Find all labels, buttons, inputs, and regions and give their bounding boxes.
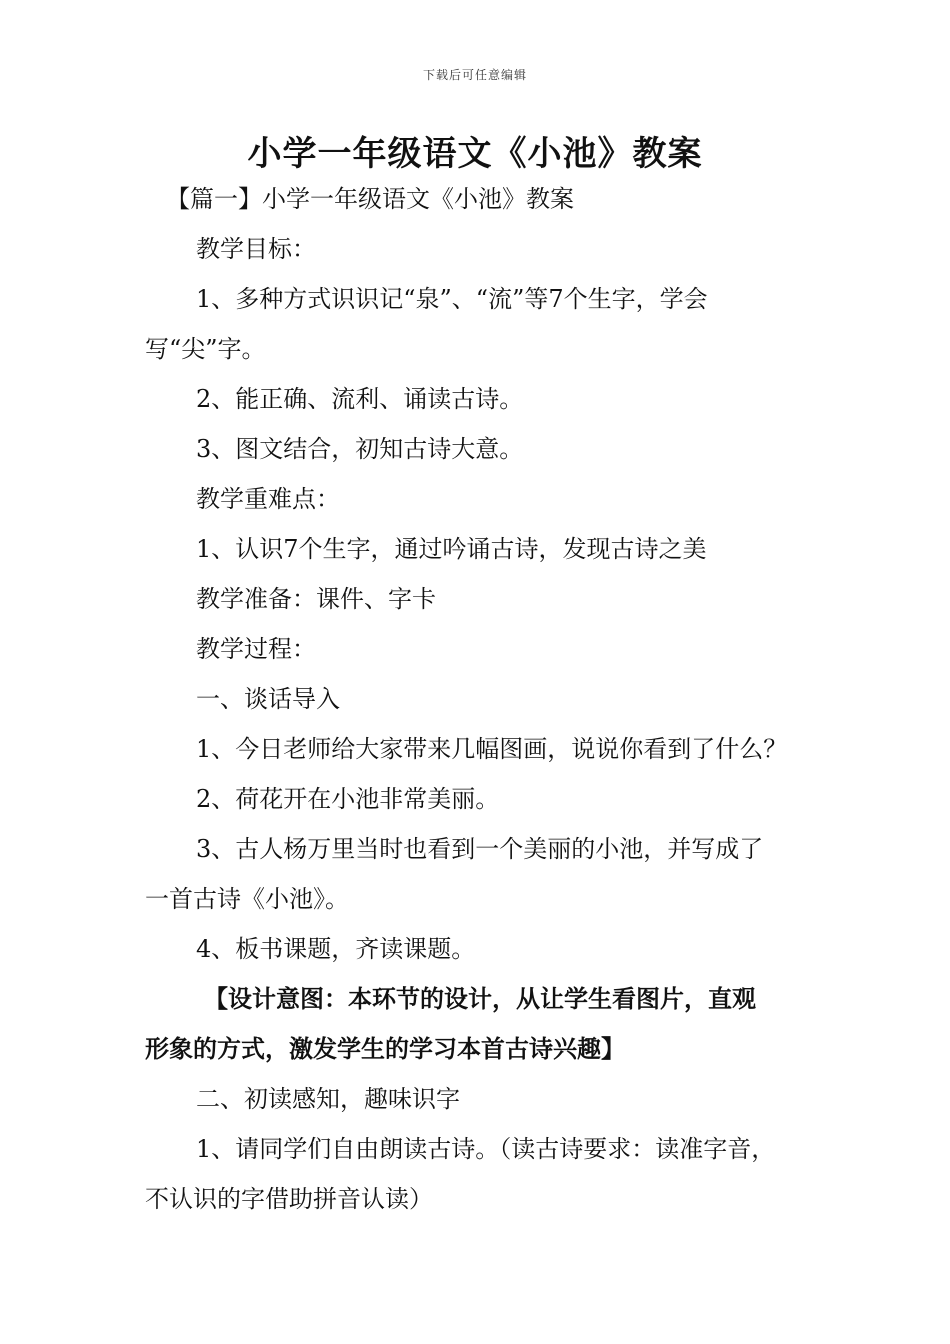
paragraph-line: 1、多种方式识识记“泉”、“流”等7个生字，学会 — [196, 285, 708, 313]
paragraph-line: 2、能正确、流利、诵读古诗。 — [196, 385, 524, 413]
paragraph-line: 1、请同学们自由朗读古诗。（读古诗要求：读准字音， — [196, 1135, 776, 1163]
paragraph-line: 4、板书课题，齐读课题。 — [196, 935, 476, 963]
paragraph-line: 教学重难点： — [196, 485, 340, 513]
paragraph-line: 1、今日老师给大家带来几幅图画，说说你看到了什么？ — [196, 735, 788, 763]
paragraph-line: 一、谈话导入 — [196, 685, 340, 713]
paragraph-line: 写“尖”字。 — [145, 335, 266, 363]
paragraph-line: 一首古诗《小池》。 — [145, 885, 349, 913]
paragraph-line: 教学准备：课件、字卡 — [196, 585, 436, 613]
paragraph-line: 2、荷花开在小池非常美丽。 — [196, 785, 500, 813]
paragraph-line: 不认识的字借助拼音认读） — [145, 1185, 433, 1213]
paragraph-line: 教学目标： — [196, 235, 316, 263]
paragraph-line: 3、图文结合，初知古诗大意。 — [196, 435, 524, 463]
paragraph-line: 3、古人杨万里当时也看到一个美丽的小池，并写成了 — [196, 835, 764, 863]
section-heading: 【篇一】小学一年级语文《小池》教案 — [166, 185, 574, 213]
design-intent-line: 形象的方式，激发学生的学习本首古诗兴趣】 — [145, 1034, 625, 1063]
paragraph-line: 二、初读感知，趣味识字 — [196, 1085, 460, 1113]
page-title: 小学一年级语文《小池》教案 — [247, 134, 703, 174]
header-note: 下载后可任意编辑 — [422, 68, 527, 82]
paragraph-line: 1、认识7个生字，通过吟诵古诗，发现古诗之美 — [196, 535, 707, 563]
paragraph-line: 教学过程： — [196, 635, 316, 663]
design-intent-line: 【设计意图：本环节的设计，从让学生看图片，直观 — [204, 984, 756, 1013]
